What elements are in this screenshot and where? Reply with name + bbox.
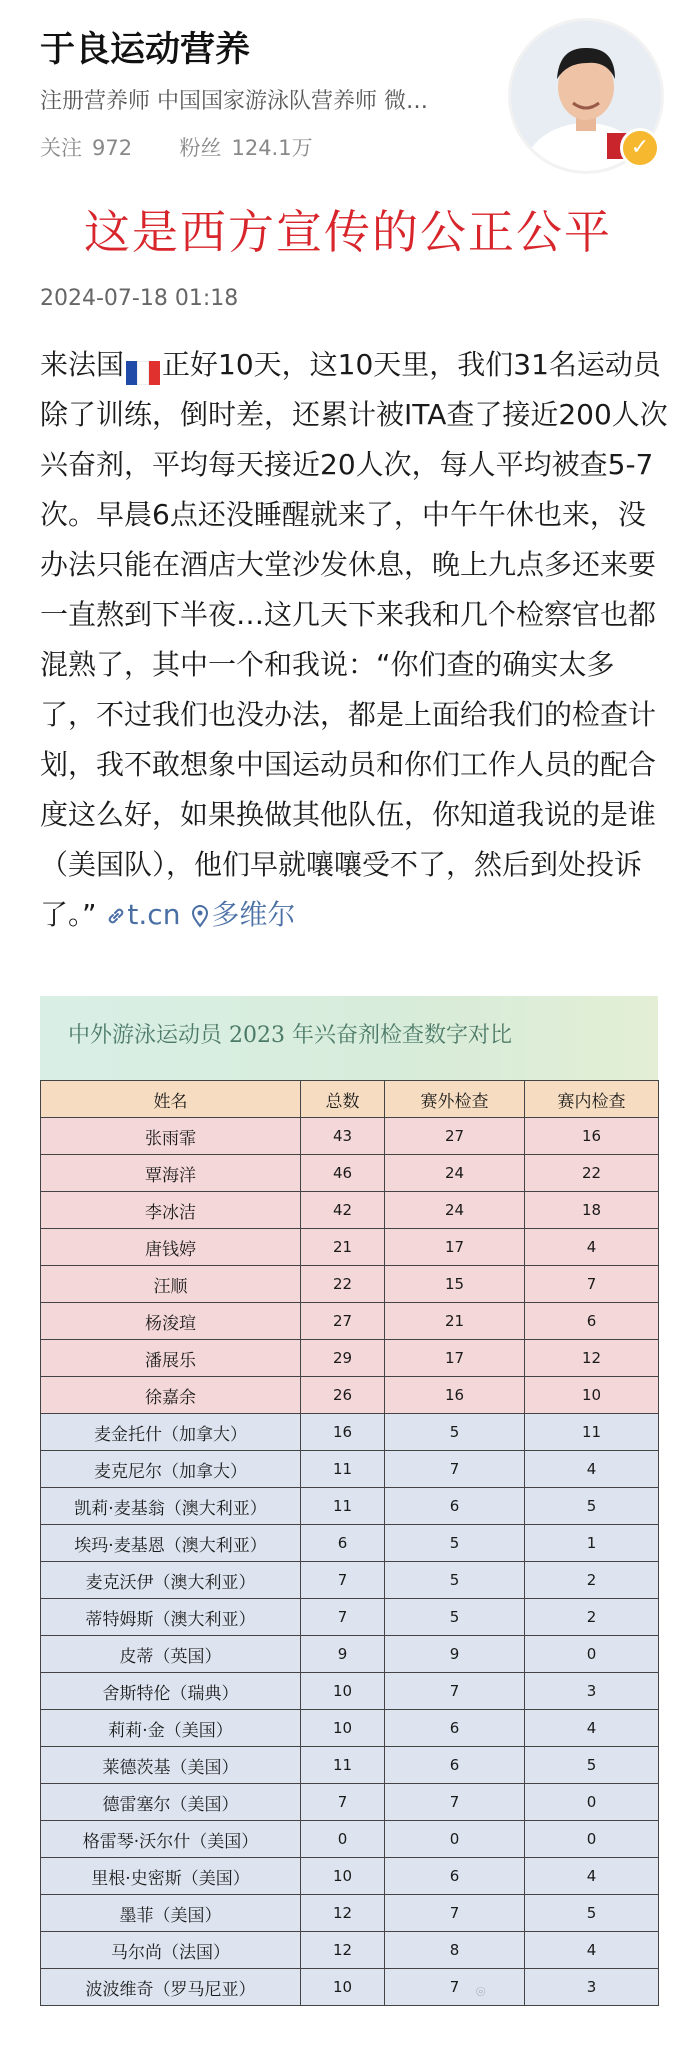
table-row xyxy=(41,1969,659,2006)
table-row xyxy=(41,1562,659,1599)
in-competition-cell: 12 xyxy=(525,1340,659,1377)
in-competition-cell: 4 xyxy=(525,1229,659,1266)
total-count-cell: 11 xyxy=(301,1747,385,1784)
athlete-name-cell: 德雷塞尔（美国） xyxy=(41,1784,301,1821)
in-competition-cell: 3 xyxy=(525,1673,659,1710)
in-competition-cell: 6 xyxy=(525,1303,659,1340)
author-name[interactable]: 于良运动营养 xyxy=(40,30,251,70)
location-text[interactable]: 多维尔 xyxy=(211,898,296,931)
athlete-name-cell: 麦金托什（加拿大） xyxy=(41,1414,301,1451)
total-count-cell: 7 xyxy=(301,1599,385,1636)
total-count-cell: 12 xyxy=(301,1895,385,1932)
total-count-cell: 0 xyxy=(301,1821,385,1858)
athlete-name-cell: 唐钱婷 xyxy=(41,1229,301,1266)
athlete-name-cell: 皮蒂（英国） xyxy=(41,1636,301,1673)
in-competition-cell: 2 xyxy=(525,1599,659,1636)
out-of-competition-cell: 0 xyxy=(385,1821,525,1858)
table-header-row xyxy=(41,1081,659,1118)
table-row xyxy=(41,1747,659,1784)
out-of-competition-cell: 27 xyxy=(385,1118,525,1155)
post-body-part2: 正好10天，这10天里，我们31名运动员除了训练，倒时差，还累计被ITA查了接近200人次兴奋剂，平均每天接近20人次，每人平均被查5-7次。早晨6点还没睡醒就来了，中午午休也来，没办法只能在酒店大堂沙发休息，晚上九点多还来要一直熬到下半夜…这几天下来我和几个检察官也都混熟了，其中一个和我说：“你们查的确实太多了，不过我们也没办法，都是上面给我们的检查计划，我不敢想象中国运动员和你们工作人员的配合度这么好，如果换做其他队伍，你知道我说的是谁（美国队），他们早就嚷嚷受不了，然后到处投诉了。” xyxy=(40,348,668,931)
table-row xyxy=(41,1784,659,1821)
out-of-competition-cell: 15 xyxy=(385,1266,525,1303)
location-pin-icon xyxy=(189,904,211,928)
out-of-competition-cell: 17 xyxy=(385,1229,525,1266)
total-count-cell: 7 xyxy=(301,1562,385,1599)
out-of-competition-cell: 8 xyxy=(385,1932,525,1969)
in-competition-cell: 11 xyxy=(525,1414,659,1451)
in-competition-cell: 7 xyxy=(525,1266,659,1303)
in-competition-cell: 10 xyxy=(525,1377,659,1414)
out-of-competition-cell: 6 xyxy=(385,1710,525,1747)
athlete-name-cell: 潘展乐 xyxy=(41,1340,301,1377)
table-row xyxy=(41,1710,659,1747)
in-competition-cell: 4 xyxy=(525,1451,659,1488)
table-title-bar xyxy=(40,996,658,1081)
followers-label: 粉丝 xyxy=(179,136,222,160)
profile-header xyxy=(0,0,696,200)
table-row xyxy=(41,1155,659,1192)
header-name: 姓名 xyxy=(41,1081,301,1118)
header-in-competition: 赛内检查 xyxy=(525,1081,659,1118)
table-row xyxy=(41,1821,659,1858)
out-of-competition-cell: 5 xyxy=(385,1414,525,1451)
table-title: 中外游泳运动员 2023 年兴奋剂检查数字对比 xyxy=(68,1023,512,1048)
out-of-competition-cell: 6 xyxy=(385,1858,525,1895)
in-competition-cell: 4 xyxy=(525,1858,659,1895)
post-body-part1: 来法国 xyxy=(40,348,125,381)
doping-test-table xyxy=(40,1080,659,2006)
table-row xyxy=(41,1673,659,1710)
athlete-name-cell: 汪顺 xyxy=(41,1266,301,1303)
in-competition-cell: 22 xyxy=(525,1155,659,1192)
out-of-competition-cell: 24 xyxy=(385,1155,525,1192)
table-row xyxy=(41,1414,659,1451)
header-total: 总数 xyxy=(301,1081,385,1118)
comparison-table-image[interactable] xyxy=(40,996,658,2042)
location-tag[interactable] xyxy=(189,898,295,931)
in-competition-cell: 5 xyxy=(525,1488,659,1525)
in-competition-cell: 2 xyxy=(525,1562,659,1599)
in-competition-cell: 0 xyxy=(525,1784,659,1821)
following-count[interactable]: 972 xyxy=(92,136,133,160)
out-of-competition-cell: 9 xyxy=(385,1636,525,1673)
athlete-name-cell: 莱德茨基（美国） xyxy=(41,1747,301,1784)
out-of-competition-cell: 7 xyxy=(385,1673,525,1710)
table-row xyxy=(41,1599,659,1636)
table-row xyxy=(41,1932,659,1969)
athlete-name-cell: 格雷琴·沃尔什（美国） xyxy=(41,1821,301,1858)
in-competition-cell: 3 xyxy=(525,1969,659,2006)
total-count-cell: 11 xyxy=(301,1451,385,1488)
athlete-name-cell: 杨浚瑄 xyxy=(41,1303,301,1340)
total-count-cell: 26 xyxy=(301,1377,385,1414)
athlete-name-cell: 麦克沃伊（澳大利亚） xyxy=(41,1562,301,1599)
out-of-competition-cell: 6 xyxy=(385,1488,525,1525)
total-count-cell: 10 xyxy=(301,1858,385,1895)
table-row xyxy=(41,1451,659,1488)
link-icon xyxy=(105,905,127,927)
total-count-cell: 29 xyxy=(301,1340,385,1377)
total-count-cell: 11 xyxy=(301,1488,385,1525)
out-of-competition-cell: 24 xyxy=(385,1192,525,1229)
post-body xyxy=(40,340,670,940)
table-row xyxy=(41,1858,659,1895)
out-of-competition-cell: 16 xyxy=(385,1377,525,1414)
post-title: 这是西方宣传的公正公平 xyxy=(84,205,612,259)
table-row xyxy=(41,1118,659,1155)
table-row xyxy=(41,1192,659,1229)
total-count-cell: 9 xyxy=(301,1636,385,1673)
total-count-cell: 21 xyxy=(301,1229,385,1266)
athlete-name-cell: 覃海洋 xyxy=(41,1155,301,1192)
post-date: 2024-07-18 01:18 xyxy=(40,286,239,311)
out-of-competition-cell: 7 xyxy=(385,1969,525,2006)
athlete-name-cell: 波波维奇（罗马尼亚） xyxy=(41,1969,301,2006)
in-competition-cell: 0 xyxy=(525,1821,659,1858)
total-count-cell: 22 xyxy=(301,1266,385,1303)
athlete-name-cell: 徐嘉余 xyxy=(41,1377,301,1414)
out-of-competition-cell: 7 xyxy=(385,1895,525,1932)
athlete-name-cell: 蒂特姆斯（澳大利亚） xyxy=(41,1599,301,1636)
athlete-name-cell: 凯莉·麦基翁（澳大利亚） xyxy=(41,1488,301,1525)
author-stats xyxy=(40,132,323,162)
out-of-competition-cell: 5 xyxy=(385,1599,525,1636)
in-competition-cell: 16 xyxy=(525,1118,659,1155)
total-count-cell: 10 xyxy=(301,1673,385,1710)
short-link[interactable] xyxy=(105,898,180,931)
in-competition-cell: 4 xyxy=(525,1710,659,1747)
athlete-name-cell: 舍斯特伦（瑞典） xyxy=(41,1673,301,1710)
france-flag-icon xyxy=(126,351,160,375)
total-count-cell: 12 xyxy=(301,1932,385,1969)
watermark: ⌾ xyxy=(476,1982,486,2001)
out-of-competition-cell: 7 xyxy=(385,1784,525,1821)
table-row xyxy=(41,1636,659,1673)
total-count-cell: 7 xyxy=(301,1784,385,1821)
athlete-name-cell: 李冰洁 xyxy=(41,1192,301,1229)
out-of-competition-cell: 17 xyxy=(385,1340,525,1377)
in-competition-cell: 0 xyxy=(525,1636,659,1673)
total-count-cell: 10 xyxy=(301,1710,385,1747)
athlete-name-cell: 麦克尼尔（加拿大） xyxy=(41,1451,301,1488)
author-description: 注册营养师 中国国家游泳队营养师 微… xyxy=(40,89,428,114)
out-of-competition-cell: 6 xyxy=(385,1747,525,1784)
table-row xyxy=(41,1229,659,1266)
in-competition-cell: 5 xyxy=(525,1895,659,1932)
total-count-cell: 27 xyxy=(301,1303,385,1340)
athlete-name-cell: 埃玛·麦基恩（澳大利亚） xyxy=(41,1525,301,1562)
athlete-name-cell: 马尔尚（法国） xyxy=(41,1932,301,1969)
out-of-competition-cell: 5 xyxy=(385,1525,525,1562)
short-link-text[interactable]: t.cn xyxy=(127,898,181,931)
table-row xyxy=(41,1266,659,1303)
header-out-of-competition: 赛外检查 xyxy=(385,1081,525,1118)
out-of-competition-cell: 21 xyxy=(385,1303,525,1340)
in-competition-cell: 1 xyxy=(525,1525,659,1562)
total-count-cell: 43 xyxy=(301,1118,385,1155)
in-competition-cell: 18 xyxy=(525,1192,659,1229)
followers-count[interactable]: 124.1万 xyxy=(231,136,313,160)
table-row xyxy=(41,1488,659,1525)
table-row xyxy=(41,1525,659,1562)
table-row xyxy=(41,1377,659,1414)
table-row xyxy=(41,1303,659,1340)
athlete-name-cell: 里根·史密斯（美国） xyxy=(41,1858,301,1895)
total-count-cell: 42 xyxy=(301,1192,385,1229)
in-competition-cell: 4 xyxy=(525,1932,659,1969)
total-count-cell: 46 xyxy=(301,1155,385,1192)
out-of-competition-cell: 5 xyxy=(385,1562,525,1599)
athlete-name-cell: 莉莉·金（美国） xyxy=(41,1710,301,1747)
following-label: 关注 xyxy=(40,136,82,160)
table-row xyxy=(41,1895,659,1932)
athlete-name-cell: 张雨霏 xyxy=(41,1118,301,1155)
total-count-cell: 16 xyxy=(301,1414,385,1451)
total-count-cell: 10 xyxy=(301,1969,385,2006)
in-competition-cell: 5 xyxy=(525,1747,659,1784)
athlete-name-cell: 墨菲（美国） xyxy=(41,1895,301,1932)
table-row xyxy=(41,1340,659,1377)
out-of-competition-cell: 7 xyxy=(385,1451,525,1488)
total-count-cell: 6 xyxy=(301,1525,385,1562)
verified-badge-icon: ✓ xyxy=(620,128,660,168)
